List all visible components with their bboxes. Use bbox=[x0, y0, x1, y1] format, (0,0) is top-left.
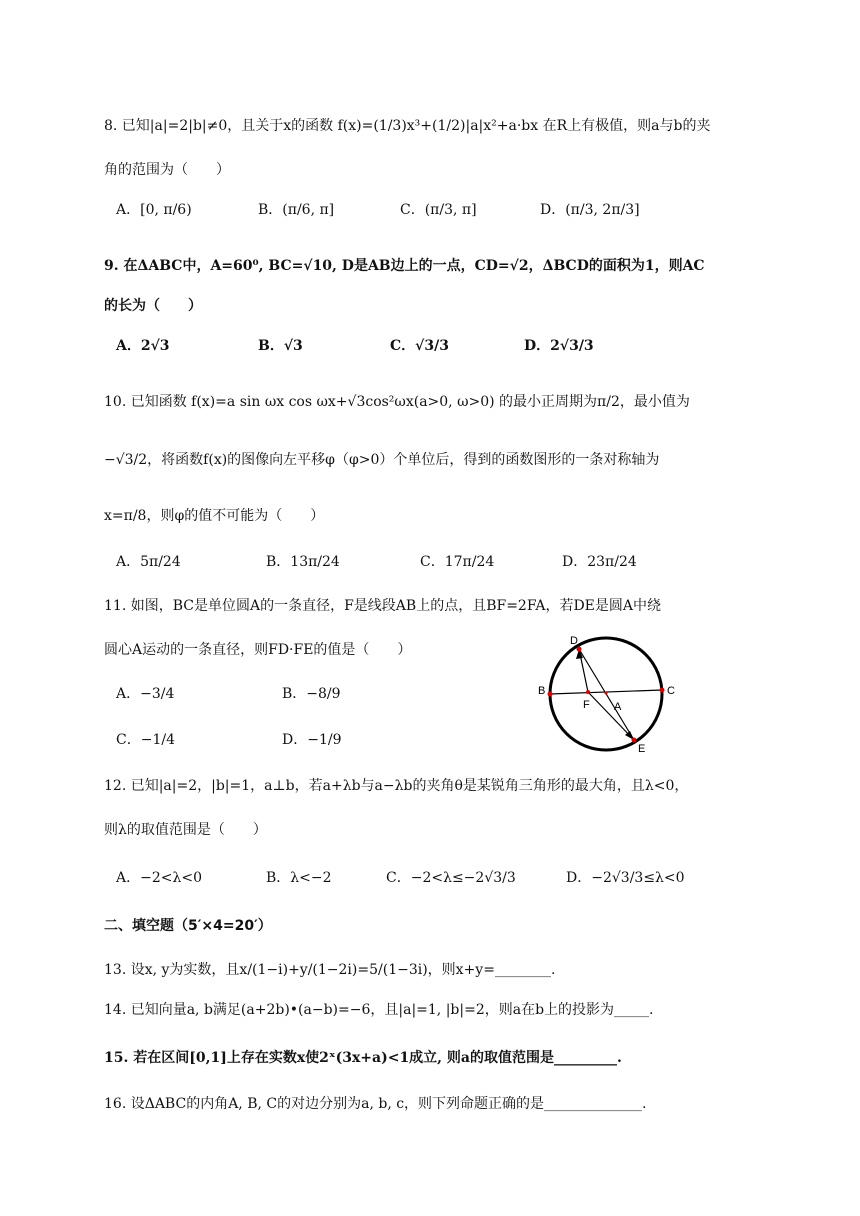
q12-option-d: D．−2√3/3≤λ<0 bbox=[566, 870, 685, 886]
q12-option-c: C．−2<λ≤−2√3/3 bbox=[386, 870, 516, 886]
point-f bbox=[586, 690, 590, 694]
q9-option-c: C．√3/3 bbox=[390, 338, 449, 354]
circle-figure bbox=[536, 632, 696, 762]
q10-option-b: B．13π/24 bbox=[266, 554, 340, 570]
q10-option-d: D．23π/24 bbox=[562, 554, 637, 570]
diameter-de bbox=[579, 649, 634, 740]
q15-line: 15. 若在区间[0,1]上存在实数x使2ˣ(3x+a)<1成立, 则a的取值范围是_________. bbox=[104, 1050, 622, 1066]
q10-line-3: x=π/8，则φ的值不可能为（ ） bbox=[104, 508, 325, 524]
q10-option-c: C．17π/24 bbox=[420, 554, 495, 570]
q12-option-b: B．λ<−2 bbox=[266, 870, 332, 886]
q11-option-b: B．−8/9 bbox=[282, 686, 341, 702]
q11-option-a: A．−3/4 bbox=[116, 686, 175, 702]
point-b bbox=[548, 692, 553, 697]
q14-line: 14. 已知向量a, b满足(a+2b)•(a−b)=−6，且|a|=1, |b|=2，则a在b上的投影为_____. bbox=[104, 1002, 654, 1018]
point-c bbox=[660, 688, 665, 693]
q8-option-a: A．[0, π/6) bbox=[116, 202, 192, 218]
point-d bbox=[577, 647, 582, 652]
point-e bbox=[632, 738, 637, 743]
q10-option-a: A．5π/24 bbox=[116, 554, 181, 570]
label-c: C bbox=[667, 685, 675, 697]
q11-option-c: C．−1/4 bbox=[116, 732, 175, 748]
q12-line-2: 则λ的取值范围是（ ） bbox=[104, 822, 267, 838]
label-f: F bbox=[583, 699, 590, 711]
q13-line: 13. 设x, y为实数，且x/(1−i)+y/(1−2i)=5/(1−3i)，则x+y=________. bbox=[104, 962, 556, 978]
q12-line-1: 12. 已知|a|=2，|b|=1，a⊥b，若a+λb与a−λb的夹角θ是某锐角三角形的最大角，且λ<0， bbox=[104, 778, 689, 794]
q8-line-2: 角的范围为（ ） bbox=[104, 162, 230, 178]
q9-line-2: 的长为（ ） bbox=[104, 298, 202, 314]
q8-line-1: 8. 已知|a|=2|b|≠0，且关于x的函数 f(x)=(1/3)x³+(1/2)|a|x²+a·bx 在R上有极值，则a与b的夹 bbox=[104, 118, 711, 134]
label-e: E bbox=[638, 743, 646, 755]
q12-option-a: A．−2<λ<0 bbox=[116, 870, 202, 886]
q9-option-a: A．2√3 bbox=[116, 338, 170, 354]
label-b: B bbox=[538, 685, 546, 697]
q11-option-d: D．−1/9 bbox=[282, 732, 342, 748]
q8-option-c: C．(π/3, π] bbox=[400, 202, 477, 218]
q9-option-b: B．√3 bbox=[258, 338, 303, 354]
q10-line-2: −√3/2，将函数f(x)的图像向左平移φ（φ>0）个单位后，得到的函数图形的一条对称轴为 bbox=[104, 452, 660, 468]
q10-line-1: 10. 已知函数 f(x)=a sin ωx cos ωx+√3cos²ωx(a>0, ω>0) 的最小正周期为π/2，最小值为 bbox=[104, 394, 690, 410]
q9-option-d: D．2√3/3 bbox=[524, 338, 594, 354]
q11-line-2: 圆心A运动的一条直径，则FD·FE的值是（ ） bbox=[104, 642, 412, 658]
q8-option-b: B．(π/6, π] bbox=[258, 202, 335, 218]
q8-option-d: D．(π/3, 2π/3] bbox=[540, 202, 640, 218]
q9-line-1: 9. 在ΔABC中，A=60⁰, BC=√10, D是AB边上的一点，CD=√2，ΔBCD的面积为1，则AC bbox=[104, 258, 705, 274]
q16-line: 16. 设ΔABC的内角A, B, C的对边分别为a, b, c，则下列命题正确的是______________. bbox=[104, 1096, 647, 1112]
label-d: D bbox=[570, 635, 578, 647]
section-heading: 二、填空题（5′×4=20′） bbox=[104, 918, 272, 934]
q11-line-1: 11. 如图，BC是单位圆A的一条直径，F是线段AB上的点，且BF=2FA，若DE是圆A中绕 bbox=[104, 598, 661, 614]
label-a: A bbox=[614, 701, 622, 713]
vector-fe bbox=[588, 692, 634, 740]
point-a bbox=[605, 692, 608, 695]
